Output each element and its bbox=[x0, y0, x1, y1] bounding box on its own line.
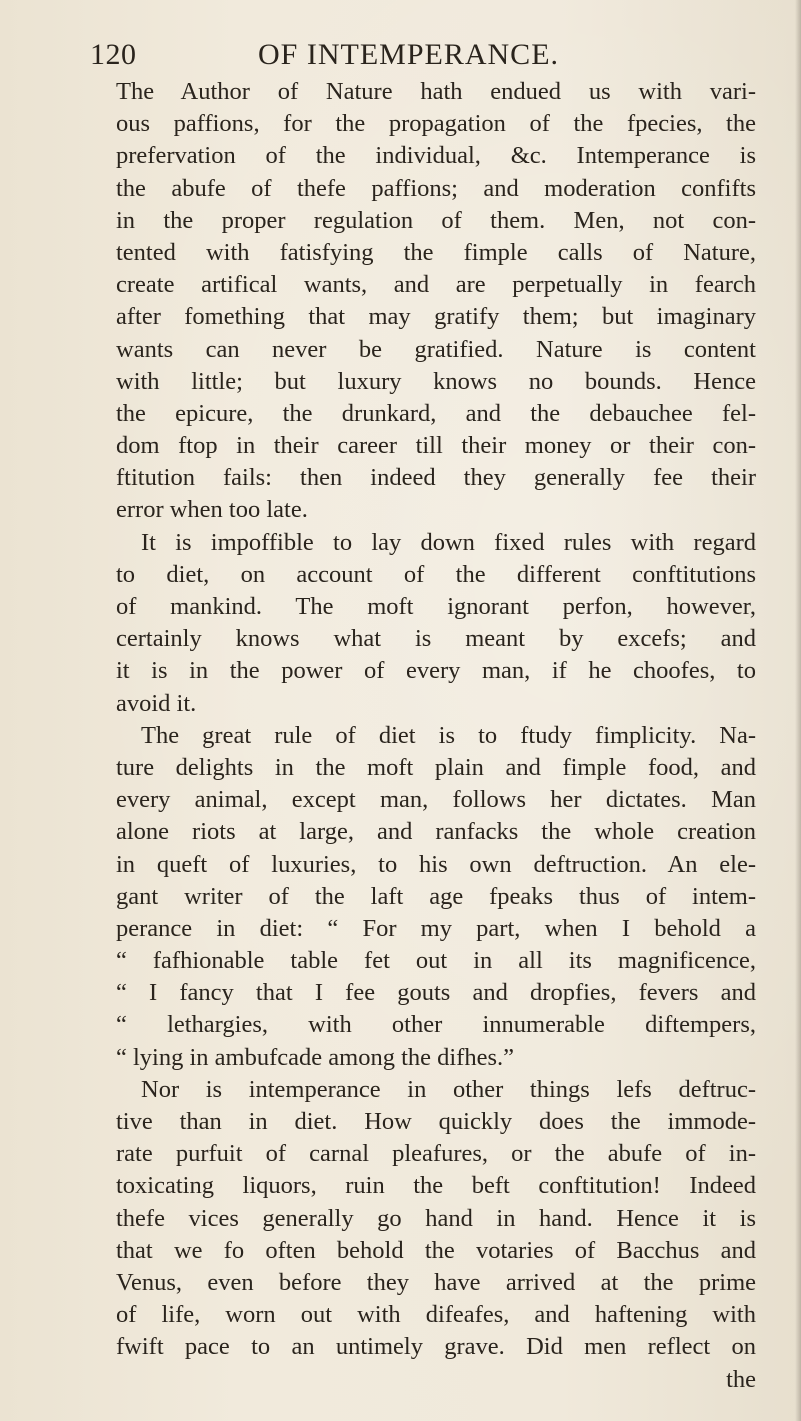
page-edge-shadow bbox=[795, 0, 801, 1421]
text-line: rate purfuit of carnal pleafures, or the abufe of in- bbox=[116, 1140, 756, 1168]
quoted-line: “ lying in ambufcade among the difhes.” bbox=[116, 1043, 514, 1071]
page-header bbox=[90, 38, 710, 78]
text-line: ous paffions, for the propagation of the fpecies, the bbox=[116, 110, 756, 138]
text-line: of mankind. The moft ignorant perfon, however, bbox=[116, 593, 756, 620]
text-line: fwift pace to an untimely grave. Did men reflect on bbox=[116, 1333, 756, 1361]
text-line: in the proper regulation of them. Men, not con- bbox=[116, 206, 756, 234]
text-line: avoid it. bbox=[116, 689, 197, 717]
text-line: after fomething that may gratify them; but imaginary bbox=[116, 303, 756, 331]
text-line: The Author of Nature hath endued us with vari- bbox=[116, 78, 756, 105]
quoted-line: “ I fancy that I fee gouts and dropfies, fevers and bbox=[116, 979, 756, 1007]
text-line: toxicating liquors, ruin the beft conftitution! Indeed bbox=[116, 1172, 756, 1200]
text-line: to diet, on account of the different conftitutions bbox=[116, 560, 756, 588]
text-line: error when too late. bbox=[116, 496, 308, 524]
body-text bbox=[116, 76, 756, 1396]
text-line: prefervation of the individual, &c. Intemperance is bbox=[116, 142, 756, 170]
text-line: certainly knows what is meant by excefs; and bbox=[116, 625, 756, 653]
quoted-line: “ fafhionable table fet out in all its magnificence, bbox=[116, 947, 756, 975]
text-line: dom ftop in their career till their money or their con- bbox=[116, 432, 756, 460]
text-line: the epicure, the drunkard, and the debauchee fel- bbox=[116, 399, 756, 427]
text-line: the abufe of thefe paffions; and moderation confifts bbox=[116, 174, 756, 202]
text-line: every animal, except man, follows her dictates. Man bbox=[116, 786, 756, 814]
running-head: OF INTEMPERANCE. bbox=[258, 38, 560, 71]
page-number: 120 bbox=[90, 38, 137, 71]
text-line: ftitution fails: then indeed they generally fee their bbox=[116, 464, 756, 492]
text-line: alone riots at large, and ranfacks the whole creation bbox=[116, 818, 756, 846]
paragraph-first-line: Nor is intemperance in other things lefs deftruc- bbox=[141, 1075, 756, 1103]
text-line: create artifical wants, and are perpetually in fearch bbox=[116, 271, 756, 299]
text-line: Venus, even before they have arrived at the prime bbox=[116, 1268, 756, 1296]
paragraph-first-line: The great rule of diet is to ftudy fimplicity. Na- bbox=[141, 721, 756, 749]
text-line: of life, worn out with difeafes, and haftening with bbox=[116, 1301, 756, 1329]
text-line: thefe vices generally go hand in hand. Hence it is bbox=[116, 1204, 756, 1232]
text-line: tive than in diet. How quickly does the immode- bbox=[116, 1108, 756, 1135]
text-line: wants can never be gratified. Nature is content bbox=[116, 335, 756, 363]
quoted-line: “ lethargies, with other innumerable diftempers, bbox=[116, 1011, 756, 1039]
text-line: gant writer of the laft age fpeaks thus of intem- bbox=[116, 882, 756, 910]
text-line: that we fo often behold the votaries of Bacchus and bbox=[116, 1236, 756, 1264]
paragraph-first-line: It is impoffible to lay down fixed rules with regard bbox=[141, 528, 756, 556]
text-line: perance in diet: “ For my part, when I behold a bbox=[116, 914, 756, 942]
text-line: with little; but luxury knows no bounds. Hence bbox=[116, 367, 756, 395]
text-line: ture delights in the moft plain and fimple food, and bbox=[116, 753, 756, 781]
text-line: it is in the power of every man, if he choofes, to bbox=[116, 657, 756, 685]
catchword: the bbox=[726, 1365, 756, 1393]
text-line: tented with fatisfying the fimple calls of Nature, bbox=[116, 238, 756, 266]
text-line: in queft of luxuries, to his own deftruction. An ele- bbox=[116, 850, 756, 878]
